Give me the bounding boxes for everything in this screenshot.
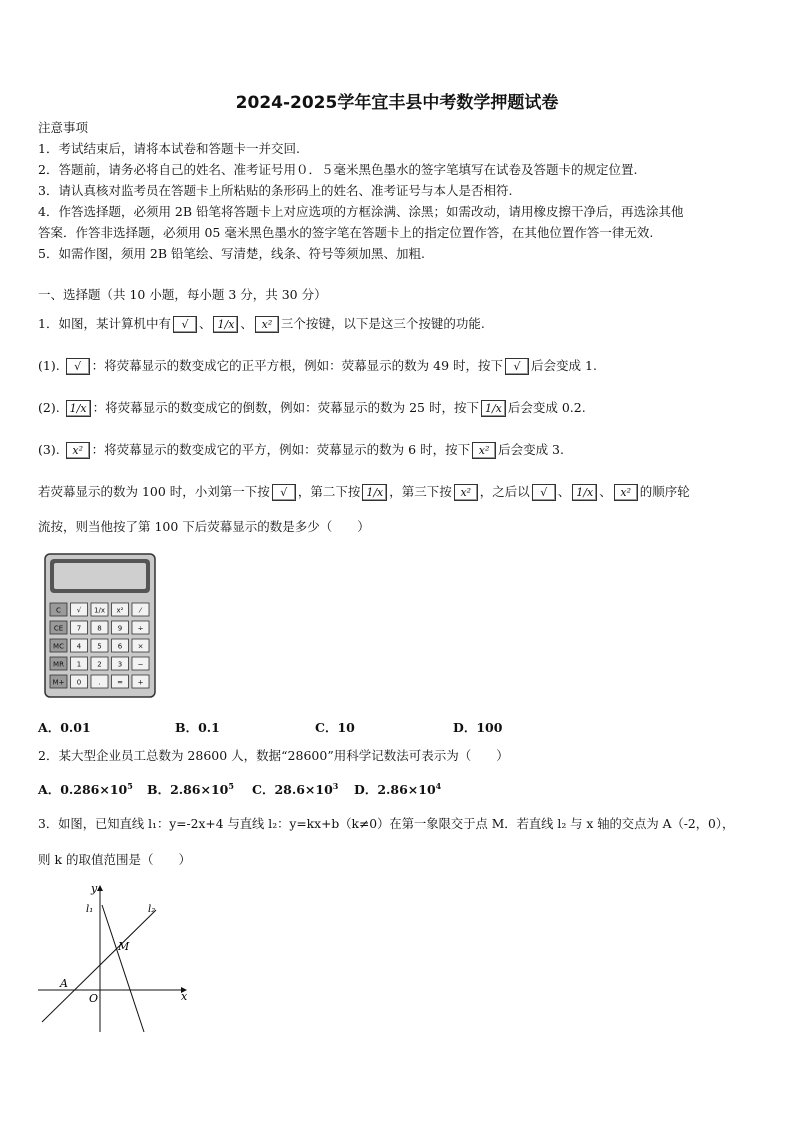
q1-body-cont: 流按，则当他按了第 100 下后荧幕显示的数是多少（ ） — [38, 519, 370, 534]
calculator-key-label: MC — [53, 642, 64, 651]
calculator-key-label: CE — [53, 624, 64, 633]
line-l2 — [42, 910, 156, 1022]
calculator-key-label: 5 — [97, 642, 102, 651]
line-l1 — [102, 905, 144, 1032]
notice-item: 3．请认真核对监考员在答题卡上所粘贴的条形码上的姓名、准考证号与本人是否相符. — [38, 183, 513, 198]
option-exponent: 5 — [127, 780, 133, 791]
reciprocal-key-icon: 1/x — [213, 316, 238, 333]
separator: 、 — [557, 484, 571, 499]
option-exponent: 4 — [435, 780, 442, 791]
point-m-label: M — [118, 940, 130, 953]
option-exponent: 5 — [228, 780, 234, 791]
calculator-key-label: C — [56, 606, 61, 615]
option-exponent: 3 — [332, 780, 339, 791]
rule-text: ：将荧幕显示的数变成它的正平方根，例如：荧幕显示的数为 49 时，按下 — [91, 358, 504, 373]
calculator-figure — [44, 553, 156, 698]
rule-label: (2). — [38, 400, 60, 415]
q3-text: 3．如图，已知直线 l₁：y=-2x+4 与直线 l₂：y=kx+b（k≠0）在第一象限交于点 M．若直线 l₂ 与 x 轴的交点为 A（-2，0）， — [38, 817, 735, 831]
q1-body-text: 若荧幕显示的数为 100 时，小刘第一下按 — [38, 484, 270, 499]
calculator-key-label: 3 — [117, 660, 123, 669]
square-key-icon: x² — [255, 316, 279, 333]
calculator-key-label: ÷ — [137, 624, 144, 633]
q1-intro — [38, 316, 485, 333]
calculator-key-label: . — [98, 678, 101, 687]
x-axis-label: x — [181, 990, 188, 1003]
q1-rule-2 — [38, 400, 586, 417]
sqrt-key-icon: √ — [505, 358, 529, 375]
reciprocal-key-icon: 1/x — [481, 400, 506, 417]
calculator-key-label: 4 — [76, 642, 82, 651]
point-a-label: A — [60, 977, 68, 990]
notice-heading: 注意事项 — [38, 120, 89, 135]
separator: 、 — [240, 316, 253, 331]
origin-label: O — [89, 992, 99, 1005]
notice-item: 2．答题前，请务必将自己的姓名、准考证号用０．５毫米黑色墨水的签字笔填写在试卷及答题卡的规定位置. — [38, 162, 638, 177]
rule-text: 后会变成 3. — [498, 442, 564, 457]
sqrt-key-icon: √ — [173, 316, 197, 333]
reciprocal-key-icon: 1/x — [572, 484, 597, 501]
separator: 、 — [198, 316, 212, 331]
calculator-key-label: 8 — [97, 624, 102, 633]
q1-option-c: C．10 — [315, 720, 355, 735]
calculator-key-label: √ — [76, 606, 82, 615]
calculator-key-label: 2 — [97, 660, 102, 669]
notice-item: 答案．作答非选择题，必须用 05 毫米黑色墨水的签字笔在答题卡上的指定位置作答，在其他位置作答一律无效. — [38, 225, 654, 240]
option-text: C．28.6×10 — [252, 782, 333, 797]
q1-body-text: ，之后以 — [479, 484, 530, 499]
reciprocal-key-icon: 1/x — [66, 400, 91, 417]
rule-text: 后会变成 0.2. — [507, 400, 586, 415]
calculator-key-label: 0 — [76, 678, 82, 687]
q1-rule-3 — [38, 442, 564, 459]
calculator-key-label: x² — [116, 606, 124, 615]
square-key-icon: x² — [472, 442, 496, 459]
q1-body-text: 的顺序轮 — [639, 484, 690, 499]
calculator-key-label: = — [117, 678, 123, 687]
rule-text: ：将荧幕显示的数变成它的平方，例如：荧幕显示的数为 6 时，按下 — [91, 442, 471, 457]
l2-label: l₂ — [148, 904, 156, 915]
page-title: 2024-2025学年宜丰县中考数学押题试卷 — [235, 93, 559, 113]
rule-text: 后会变成 1. — [531, 358, 597, 373]
square-key-icon: x² — [454, 484, 478, 501]
y-axis-label: y — [91, 882, 98, 895]
calculator-key-label: 7 — [76, 624, 82, 633]
calculator-key-label: + — [137, 678, 144, 687]
calculator-key-label: 1/x — [94, 606, 105, 615]
q1-body-text: ，第三下按 — [389, 484, 452, 499]
q2-option-b — [147, 780, 234, 798]
section-heading: 一、选择题（共 10 小题，每小题 3 分，共 30 分） — [38, 287, 327, 302]
q1-intro-text: 1．如图，某计算机中有 — [38, 316, 171, 331]
option-text: D．2.86×10 — [354, 782, 436, 797]
calculator-key-label: − — [137, 660, 144, 669]
option-text: B．2.86×10 — [147, 782, 229, 797]
square-key-icon: x² — [66, 442, 90, 459]
q3-text-cont: 则 k 的取值范围是（ ） — [38, 852, 192, 867]
q2-text: 2．某大型企业员工总数为 28600 人，数据“28600”用科学记数法可表示为（ ） — [38, 748, 509, 763]
q1-body — [38, 484, 690, 501]
q1-option-a: A．0.01 — [38, 720, 91, 735]
rule-text: ：将荧幕显示的数变成它的倒数，例如：荧幕显示的数为 25 时，按下 — [92, 400, 479, 415]
q2-option-d — [354, 780, 441, 798]
separator: 、 — [599, 484, 612, 499]
rule-label: (3). — [38, 442, 60, 457]
calculator-key-label: 9 — [117, 624, 123, 633]
notice-item: 1．考试结束后，请将本试卷和答题卡一并交回. — [38, 141, 300, 156]
calculator-key-label: ⁄ — [139, 606, 142, 615]
q1-body-text: ，第二下按 — [297, 484, 361, 499]
reciprocal-key-icon: 1/x — [362, 484, 387, 501]
line-graph-figure — [36, 880, 196, 1040]
q1-rule-1 — [38, 358, 597, 375]
calculator-key-label: × — [137, 642, 144, 651]
calculator-key-label: 6 — [117, 642, 123, 651]
notice-item: 5．如需作图，须用 2B 铅笔绘、写清楚，线条、符号等须加黑、加粗. — [38, 246, 426, 261]
notice-item: 4．作答选择题，必须用 2B 铅笔将答题卡上对应选项的方框涂满、涂黑；如需改动，请用橡皮擦干净后，再选涂其他 — [38, 204, 684, 219]
calculator-key-label: 1 — [76, 660, 82, 669]
calculator-key-label: MR — [53, 660, 64, 669]
q1-option-b: B．0.1 — [175, 720, 220, 735]
q2-option-c — [252, 780, 338, 798]
calculator-key-label: M+ — [52, 678, 65, 687]
rule-label: (1). — [38, 358, 60, 373]
option-text: A．0.286×10 — [38, 782, 128, 797]
q1-intro-text: 三个按键，以下是这三个按键的功能. — [280, 316, 485, 331]
q2-option-a — [38, 780, 133, 798]
sqrt-key-icon: √ — [66, 358, 90, 375]
sqrt-key-icon: √ — [532, 484, 556, 501]
q1-option-d: D．100 — [453, 720, 503, 735]
square-key-icon: x² — [614, 484, 638, 501]
sqrt-key-icon: √ — [272, 484, 296, 501]
l1-label: l₁ — [86, 904, 94, 915]
